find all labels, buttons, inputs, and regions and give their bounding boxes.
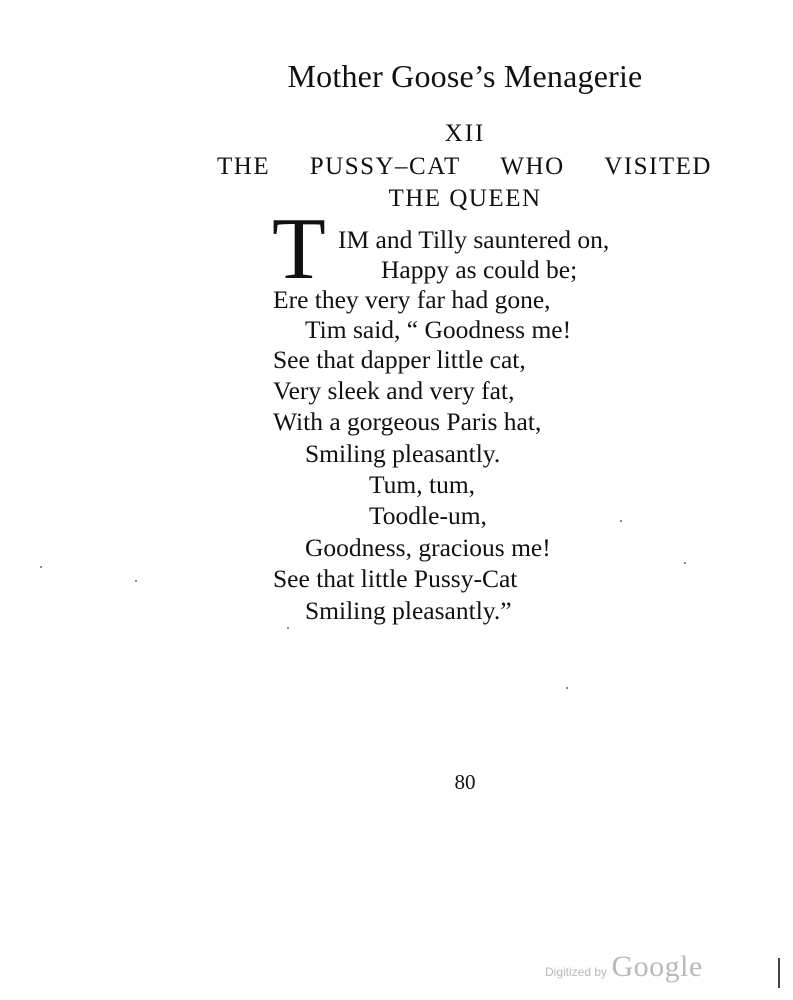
scan-speck [684,562,686,564]
scan-speck [620,520,622,522]
chapter-title-word: PUSSY–CAT [309,153,461,180]
digitized-prefix: Digitized by [545,965,608,979]
poem-line: Happy as could be; [381,255,578,284]
chapter-title-line-2: THE QUEEN [388,185,542,212]
scan-speck [40,566,42,568]
poem-line: See that little Pussy-Cat [273,564,518,593]
book-title: Mother Goose’s Menagerie [287,58,643,94]
chapter-number: XII [444,120,486,147]
poem-line: Smiling pleasantly. [305,439,501,468]
poem-line: Smiling pleasantly.” [305,596,512,625]
poem-line: With a gorgeous Paris hat, [273,407,542,436]
poem-line: Very sleek and very fat, [273,376,515,405]
chapter-title-word: VISITED [604,153,712,180]
poem-line: See that dapper little cat, [273,345,526,374]
scan-edge-mark [778,958,780,988]
page-number: 80 [454,770,476,794]
scan-speck [566,687,568,689]
google-logo: Google [611,950,703,983]
poem-line: Toodle-um, [369,501,487,530]
scan-speck [287,627,289,629]
poem-line: Ere they very far had gone, [273,285,551,314]
scan-speck [135,580,137,582]
poem-line: Goodness, gracious me! [305,533,551,562]
chapter-title-word: THE [217,153,271,180]
poem-line: Tum, tum, [369,470,476,499]
poem-line: IM and Tilly sauntered on, [338,225,610,254]
chapter-title-line-1 [217,153,712,181]
digitized-by-watermark [545,950,703,984]
poem-line: Tim said, “ Goodness me! [305,315,572,344]
chapter-title-word: WHO [500,153,565,180]
drop-cap-letter: T [272,201,326,298]
